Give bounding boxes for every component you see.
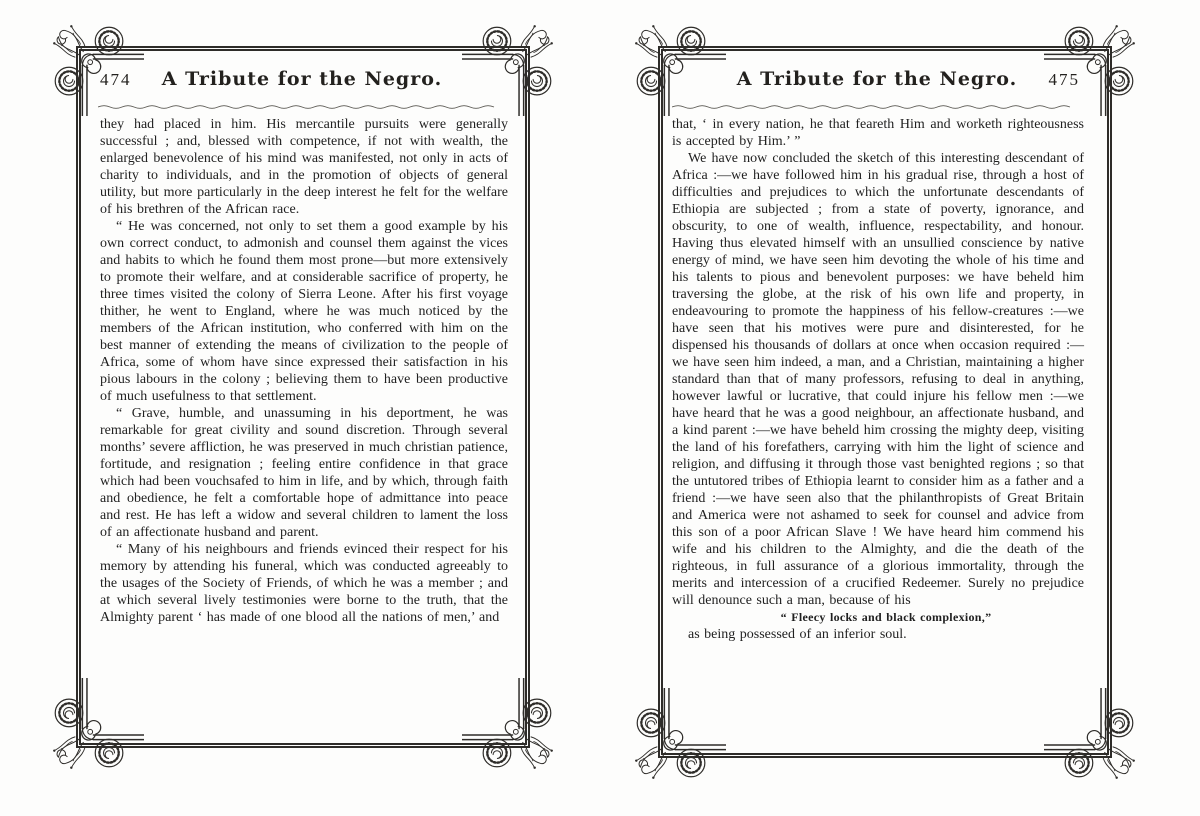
page-body bbox=[672, 116, 1084, 643]
corner-flourish-icon bbox=[1044, 688, 1136, 780]
paragraph: “ Many of his neighbours and friends evinced their respect for his memory by attending his funeral, which was conducted agreeably to the usages of the Society of Friends, of which he was a member ; and at which several lively testimonies were borne to the truth, that the Almighty parent ‘ has made of one blood all the nations of men,’ and bbox=[100, 542, 508, 625]
wavy-rule bbox=[98, 104, 506, 110]
paragraph: “ He was concerned, not only to set them a good example by his own correct conduct, to admonish and counsel them against the vices and habits to which he found them most prone—but more extensively to promote their welfare, and at considerable sacrifice of property, he three times visited the colony of Sierra Leone. After his first voyage thither, he went to England, where he was much noticed by the members of the African institution, who conferred with him on the best manner of extending the means of civilization to the people of Africa, some of whom have since expressed their satisfaction in his pious labours in the colony ; believing them to have been productive of much usefulness to that settlement. bbox=[100, 219, 508, 404]
page-body bbox=[100, 116, 508, 626]
paragraph: We have now concluded the sketch of this interesting descendant of Africa :—we have followed him in his gradual rise, through a host of difficulties and prejudices to which the unfortunate descendants of Ethiopia are subjected ; from a state of poverty, ignorance, and obscurity, to one of wealth, influence, respectability, and honour. Having thus elevated himself with an unsullied conscience by native energy of mind, we have seen him devoting the whole of his time and his talents to pious and benevolent purposes: we have beheld him traversing the globe, at the risk of his own life and property, in endeavouring to promote the happiness of his fellow-creatures :—we have seen that his motives were pure and disinterested, for he dispensed his thousands of dollars at once when occasion required :—we have seen him indeed, a man, and a Christian, maintaining a higher standard than that of many professors, refusing to deal in anything, however lawful or lucrative, that could injure his fellow men :—we have heard that he was a good neighbour, an affectionate husband, and a kind parent :—we have beheld him crossing the mighty deep, visiting the land of his forefathers, carrying with him the light of science and religion, and diffusing it through those vast benighted regions ; so that the untutored tribes of Ethiopia learnt to consider him as a father and a friend :—we have seen also that the philanthropists of Great Britain and America were not ashamed to seek for counsel and advice from this son of a poor African Slave ! We have heard him commend his wife and his children to the Almighty, and die the death of the righteous, in full assurance of a glorious immortality, through the merits and intercession of a crucified Redeemer. Surely no prejudice will denounce such a man, because of his bbox=[672, 151, 1084, 608]
closing-line: as being possessed of an inferior soul. bbox=[688, 627, 907, 642]
page-number: 475 bbox=[1048, 70, 1080, 89]
page-number: 474 bbox=[100, 70, 132, 89]
page-header bbox=[98, 68, 506, 94]
paragraph: they had placed in him. His mercantile pursuits were generally successful ; and, blessed with competence, if not with wealth, the enlarged benevolence of his mind was manifested, not only in acts of charity to individuals, and in the promotion of objects of general utility, but more particularly in the deep interest he felt for the welfare of his brethren of the African race. bbox=[100, 117, 508, 217]
verse-quote: “ Fleecy locks and black complexion,” bbox=[780, 610, 992, 624]
corner-flourish-icon bbox=[462, 678, 554, 770]
corner-flourish-icon bbox=[634, 688, 726, 780]
running-title: A Tribute for the Negro. bbox=[161, 68, 443, 90]
paragraph: “ Grave, humble, and unassuming in his deportment, he was remarkable for great civility and sound discretion. Through several months’ severe affliction, he was preserved in much christian patience, fortitude, and resignation ; feeling entire confidence in that grace which had been vouchsafed to him in life, and by which, through faith and obedience, he felt a comfortable hope of admittance into peace and rest. He has left a widow and several children to lament the loss of an affectionate husband and parent. bbox=[100, 406, 508, 540]
page-header bbox=[672, 68, 1082, 94]
corner-flourish-icon bbox=[52, 678, 144, 770]
left-page bbox=[30, 16, 586, 808]
wavy-rule bbox=[672, 104, 1082, 110]
running-title: A Tribute for the Negro. bbox=[736, 68, 1018, 90]
right-page bbox=[618, 16, 1174, 808]
paragraph: that, ‘ in every nation, he that feareth Him and worketh righteousness is accepted by Him.’ ” bbox=[672, 117, 1084, 149]
